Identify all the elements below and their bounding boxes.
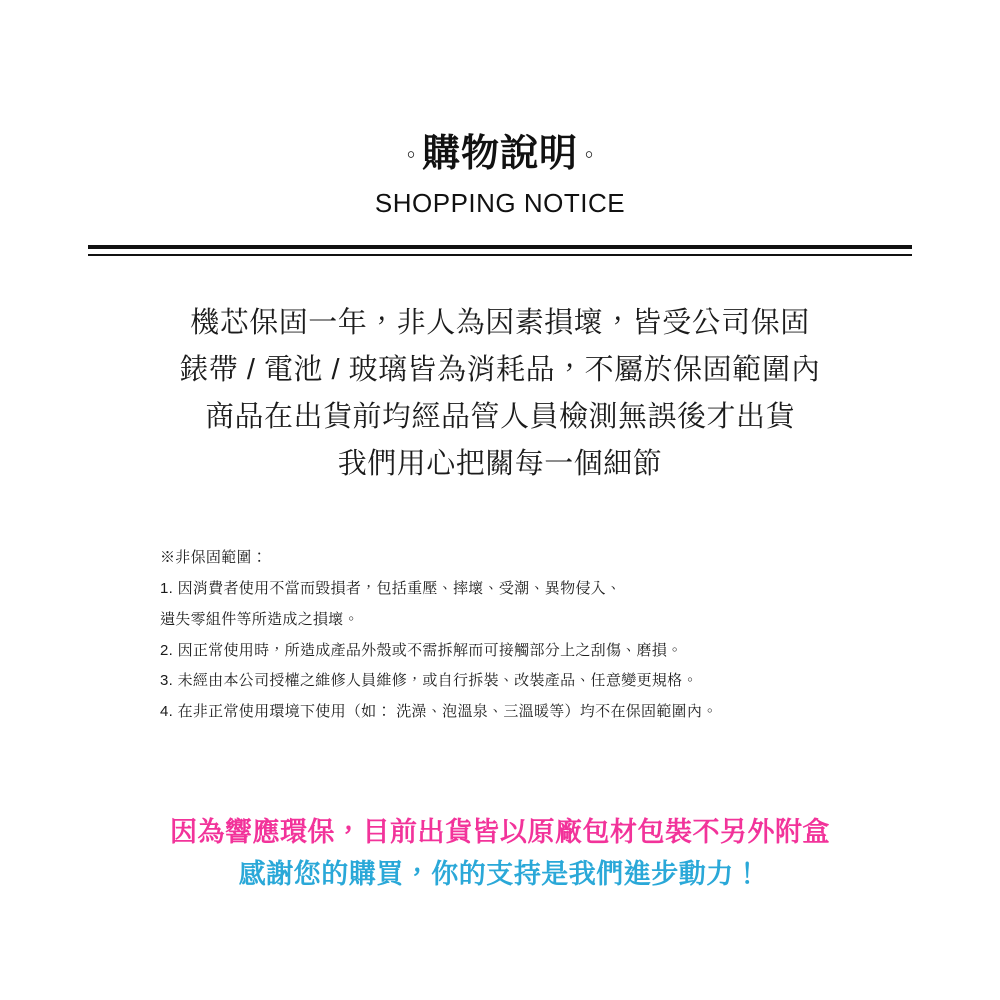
warranty-line: 機芯保固一年，非人為因素損壞，皆受公司保固 — [190, 306, 810, 339]
ornament-left: 。 — [399, 142, 422, 168]
warranty-line: 錶帶 / 電池 / 玻璃皆為消耗品，不屬於保固範圍內 — [179, 353, 821, 386]
page-title — [0, 132, 1000, 178]
page-title-zh-text: 購物說明 — [421, 133, 578, 175]
ornament-right: 。 — [578, 142, 601, 168]
exclusions-title: ※非保固範圍： — [160, 549, 268, 567]
list-item: 1. 因消費者使用不當而毀損者，包括重壓、摔壞、受潮、異物侵入、 — [160, 580, 622, 598]
list-item-continuation: 遺失零組件等所造成之損壞。 — [160, 610, 359, 628]
divider — [88, 245, 912, 256]
exclusions-section — [160, 543, 880, 728]
page-subtitle: SHOPPING NOTICE — [374, 187, 626, 218]
warranty-line: 商品在出貨前均經品管人員檢測無誤後才出貨 — [204, 400, 795, 433]
footer-notes — [0, 812, 1000, 896]
divider-thin-line — [88, 254, 912, 256]
thank-you-note: 感謝您的購買，你的支持是我們進步動力！ — [238, 858, 762, 889]
list-item: 3. 未經由本公司授權之維修人員維修，或自行拆裝、改裝產品、任意變更規格。 — [160, 672, 698, 690]
list-item: 2. 因正常使用時，所造成產品外殼或不需拆解而可接觸部分上之刮傷、磨損。 — [160, 641, 683, 659]
warranty-line: 我們用心把關每一個細節 — [337, 447, 663, 480]
page-header — [0, 0, 1000, 219]
eco-packaging-note: 因為響應環保，目前出貨皆以原廠包材包裝不另外附盒 — [170, 816, 830, 847]
list-item: 4. 在非正常使用環境下使用（如： 洗澡、泡溫泉、三溫暖等）均不在保固範圍內。 — [160, 703, 718, 721]
warranty-statement — [0, 300, 1000, 488]
